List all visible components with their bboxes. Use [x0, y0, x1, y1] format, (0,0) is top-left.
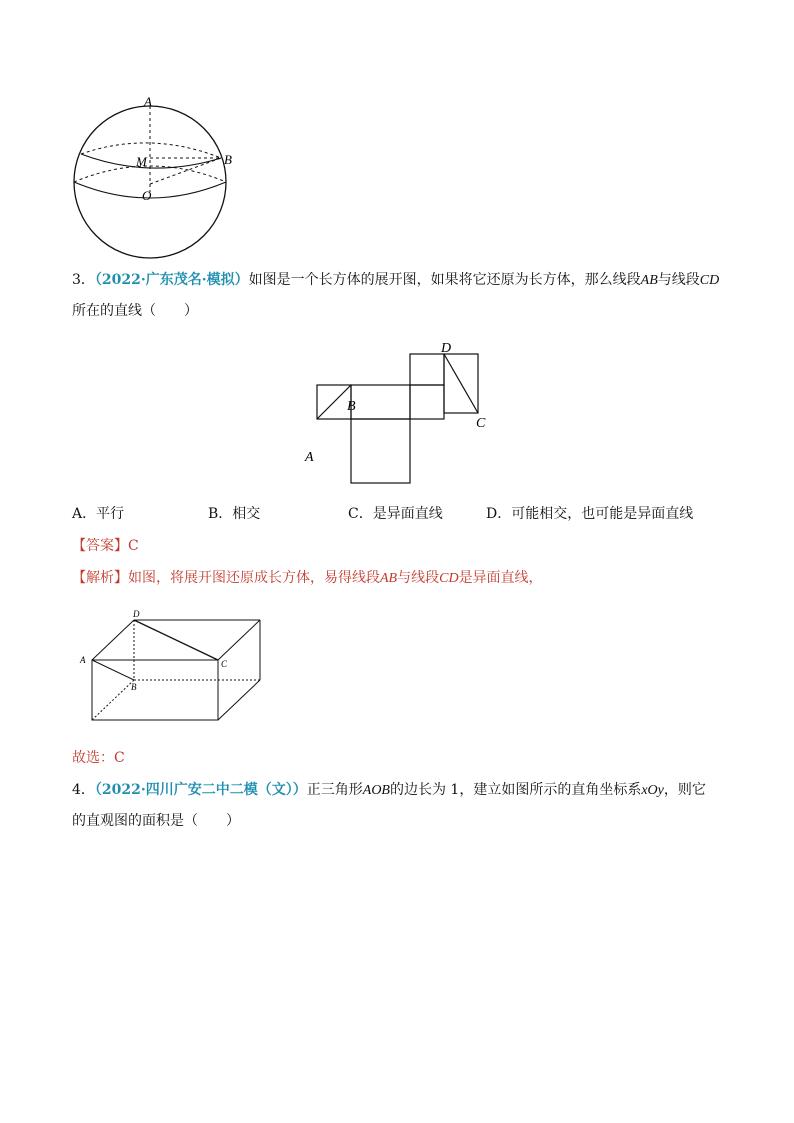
- analysis-line: 【解析】如图，将展开图还原成长方体，易得线段AB与线段CD是异面直线，: [72, 570, 543, 586]
- question-4-line-1: 4．（2022·四川广安二中二模（文））正三角形AOB的边长为 1，建立如图所示的直角坐标系xOy，则它: [72, 782, 706, 798]
- question-number: 3．: [72, 272, 95, 288]
- cuboid-segment-cd: [134, 620, 218, 660]
- cuboid-figure: [75, 608, 270, 728]
- cuboid-label-b: B: [131, 682, 137, 692]
- option-c: C．是异面直线: [348, 506, 443, 522]
- question-3-line-2: 所在的直线（ ）: [72, 303, 198, 319]
- label-m: M: [136, 154, 147, 169]
- label-b: B: [224, 152, 232, 167]
- option-a: A．平行: [72, 506, 125, 522]
- option-d: D．可能相交，也可能是异面直线: [486, 506, 694, 522]
- label-o: O: [142, 188, 152, 203]
- segment-cd: [444, 354, 478, 413]
- choose-value: C: [114, 750, 125, 766]
- option-b: B．相交: [208, 506, 261, 522]
- small-circle-back: [81, 143, 221, 158]
- choose-line: [72, 748, 125, 768]
- net-face-middle: [410, 385, 444, 419]
- cuboid-segment-ab: [92, 660, 134, 680]
- cuboid-label-d: D: [133, 609, 140, 619]
- analysis-tag: 【解析】: [72, 570, 128, 586]
- answer-value: C: [128, 538, 139, 554]
- cuboid-label-c: C: [221, 659, 228, 669]
- segment-ob: [150, 158, 221, 184]
- question-source: （2022·四川广安二中二模（文））: [94, 782, 307, 798]
- question-4-line-2: 的直观图的面积是（ ）: [72, 813, 240, 829]
- question-3-line-1: 3．（2022·广东茂名·模拟）如图是一个长方体的展开图，如果将它还原为长方体，那么线段AB与线段CD: [72, 272, 720, 288]
- answer-tag: 【答案】: [72, 538, 128, 554]
- label-a: A: [144, 94, 152, 109]
- cuboid-label-a: A: [80, 655, 86, 665]
- sphere-outline: [74, 106, 226, 258]
- net-label-a: A: [305, 450, 314, 465]
- net-label-d: D: [441, 341, 452, 356]
- net-label-c: C: [476, 416, 486, 431]
- net-face-upper: [410, 354, 444, 385]
- segment-ab: [317, 385, 351, 419]
- question-source: （2022·广东茂名·模拟）: [94, 272, 249, 288]
- net-figure: [300, 335, 500, 490]
- question-number: 4．: [72, 782, 95, 798]
- choose-label: 故选：: [72, 750, 114, 766]
- answer-line: [72, 536, 139, 556]
- net-label-b: B: [347, 399, 356, 414]
- net-face-center: [351, 385, 410, 419]
- sphere-figure: [60, 88, 250, 263]
- net-face-bottom: [351, 419, 410, 483]
